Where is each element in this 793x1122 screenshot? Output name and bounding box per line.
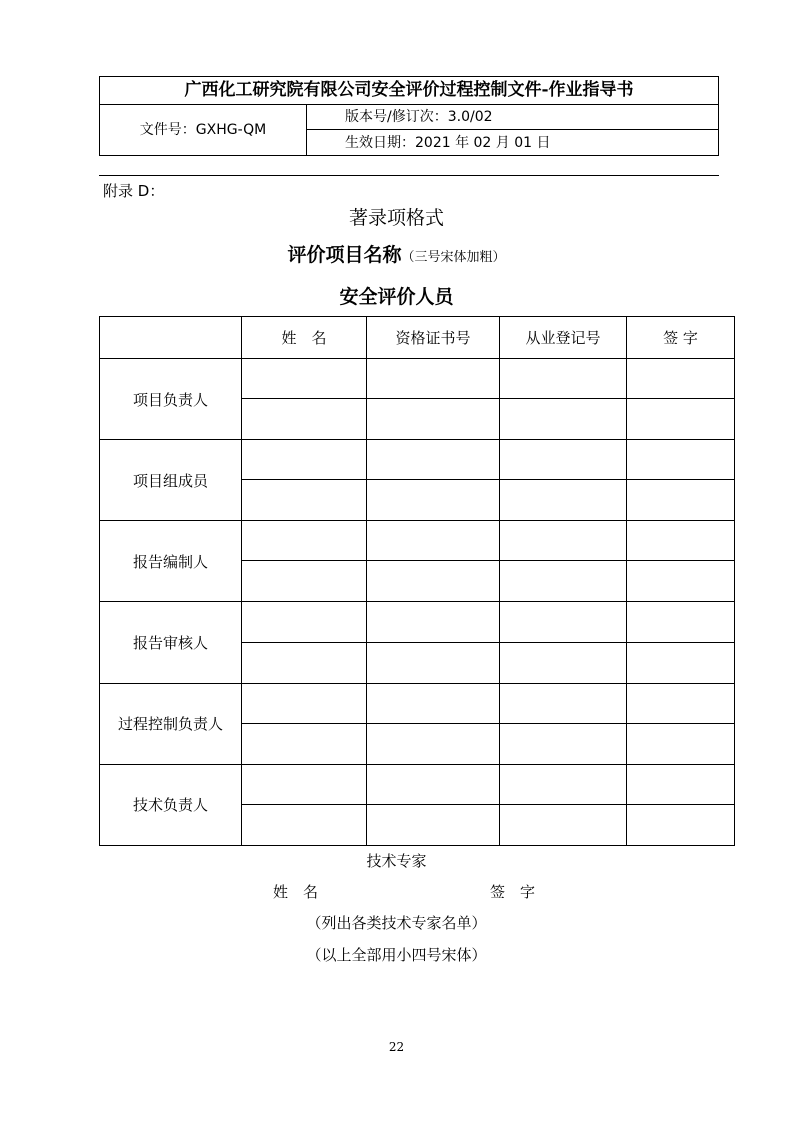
staff-title: 安全评价人员 (339, 286, 454, 308)
role-cell: 报告审核人 (100, 602, 242, 683)
table-row (100, 602, 735, 642)
table-row (100, 683, 735, 723)
table-cell[interactable] (500, 359, 627, 399)
header-divider (99, 175, 719, 176)
table-cell[interactable] (627, 521, 735, 561)
table-cell[interactable] (367, 602, 500, 642)
table-cell[interactable] (367, 480, 500, 521)
document-title: 广西化工研究院有限公司安全评价过程控制文件-作业指导书 (100, 77, 718, 105)
table-cell[interactable] (367, 561, 500, 602)
table-cell[interactable] (367, 683, 500, 723)
role-cell: 项目组成员 (100, 440, 242, 521)
version-number: 版本号/修订次：3.0/02 (307, 105, 718, 130)
table-cell[interactable] (367, 764, 500, 804)
page-number: 22 (388, 1040, 405, 1054)
effective-date: 生效日期：2021 年 02 月 01 日 (345, 135, 551, 151)
table-cell[interactable] (500, 602, 627, 642)
role-cell: 项目负责人 (100, 359, 242, 440)
table-cell[interactable] (627, 804, 735, 845)
table-cell[interactable] (367, 359, 500, 399)
format-title: 著录项格式 (348, 207, 444, 229)
staff-table (99, 316, 735, 846)
table-cell[interactable] (627, 602, 735, 642)
table-cell[interactable] (242, 440, 367, 480)
table-cell[interactable] (500, 440, 627, 480)
table-cell[interactable] (627, 764, 735, 804)
experts-note-list: （列出各类技术专家名单） (306, 914, 487, 932)
project-title: 评价项目名称 (287, 244, 402, 266)
table-cell[interactable] (627, 440, 735, 480)
table-cell[interactable] (242, 561, 367, 602)
table-cell[interactable] (500, 480, 627, 521)
role-cell: 技术负责人 (100, 764, 242, 845)
table-row (100, 521, 735, 561)
table-cell[interactable] (500, 642, 627, 683)
table-cell[interactable] (500, 723, 627, 764)
table-cell[interactable] (627, 561, 735, 602)
table-cell[interactable] (500, 683, 627, 723)
project-title-note: （三号宋体加粗） (401, 250, 506, 265)
table-cell[interactable] (242, 764, 367, 804)
table-cell[interactable] (242, 521, 367, 561)
experts-title: 技术专家 (366, 852, 427, 870)
table-cell[interactable] (242, 399, 367, 440)
table-header-cell: 从业登记号 (500, 317, 627, 359)
table-cell[interactable] (627, 683, 735, 723)
table-cell[interactable] (242, 683, 367, 723)
table-cell[interactable] (627, 399, 735, 440)
table-row (100, 764, 735, 804)
table-cell[interactable] (242, 804, 367, 845)
table-row (100, 440, 735, 480)
experts-note-font: （以上全部用小四号宋体） (306, 946, 487, 964)
table-header-cell: 签 字 (627, 317, 735, 359)
experts-name-label: 姓 名 (273, 883, 319, 901)
table-cell[interactable] (367, 399, 500, 440)
table-header-row (100, 317, 735, 359)
table-cell[interactable] (500, 764, 627, 804)
table-cell[interactable] (627, 642, 735, 683)
appendix-label: 附录 D： (103, 182, 165, 200)
table-cell[interactable] (367, 521, 500, 561)
role-cell: 过程控制负责人 (100, 683, 242, 764)
table-cell[interactable] (500, 521, 627, 561)
project-title-line (0, 240, 793, 267)
table-cell[interactable] (367, 642, 500, 683)
table-cell[interactable] (367, 440, 500, 480)
table-cell[interactable] (242, 359, 367, 399)
doc-number: 文件号：GXHG-QM (100, 105, 307, 156)
experts-sign-label: 签 字 (490, 883, 536, 901)
header-box (99, 76, 719, 156)
table-cell[interactable] (367, 804, 500, 845)
table-row (100, 359, 735, 399)
table-cell[interactable] (367, 723, 500, 764)
table-cell[interactable] (242, 480, 367, 521)
table-cell[interactable] (627, 359, 735, 399)
table-header-cell: 姓 名 (242, 317, 367, 359)
table-cell[interactable] (627, 480, 735, 521)
table-cell[interactable] (242, 602, 367, 642)
table-cell[interactable] (500, 561, 627, 602)
table-header-cell: 资格证书号 (367, 317, 500, 359)
table-cell[interactable] (500, 804, 627, 845)
table-header-cell (100, 317, 242, 359)
role-cell: 报告编制人 (100, 521, 242, 602)
table-cell[interactable] (500, 399, 627, 440)
table-cell[interactable] (242, 642, 367, 683)
table-cell[interactable] (627, 723, 735, 764)
table-cell[interactable] (242, 723, 367, 764)
